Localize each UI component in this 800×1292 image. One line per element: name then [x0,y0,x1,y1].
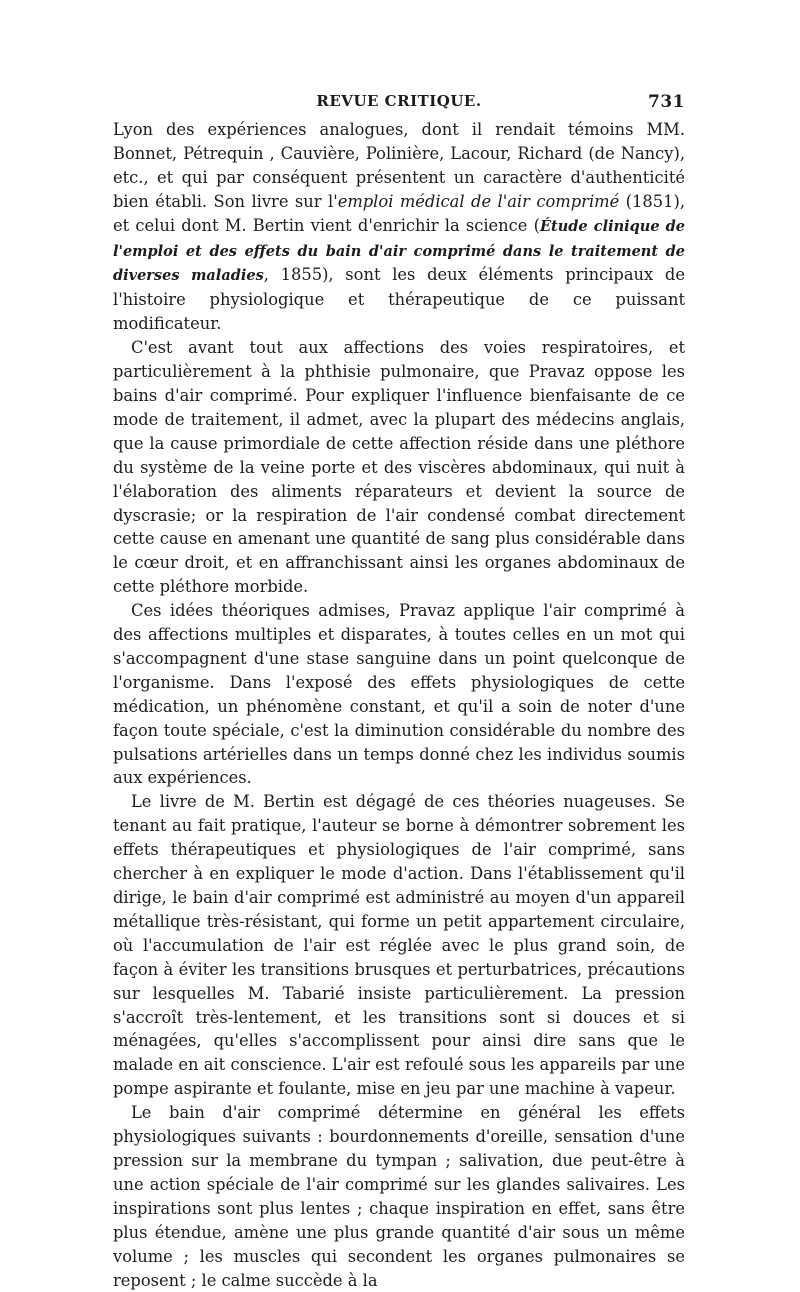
text-segment: C'est avant tout aux affections des voies respiratoires, et particulièrement à la phthisie pulmonaire, que Pravaz oppose les bains d'air comprimé. Pour expliquer l'influence bienfaisante de ce mode de traitement, il admet, avec la plupart des médecins anglais, que la cause primordiale de cette affection réside dans une pléthore du système de la veine porte et des viscères abdominaux, qui nuit à l'élaboration des aliments réparateurs et devient la source de dyscrasie; or la respiration de l'air condensé combat directement cette cause en amenant une quantité de sang plus considérable dans le cœur droit, et en affranchissant ainsi les organes abdominaux de cette pléthore morbide. [113,338,685,597]
text-segment: Ces idées théoriques admises, Pravaz applique l'air comprimé à des affections multiples et disparates, à toutes celles en un mot qui s'accompagnent d'une stase sanguine dans un point quelconque de l'organisme. Dans l'exposé des effets physiologiques de cette médication, un phénomène constant, et qu'il a soin de noter d'une façon toute spéciale, c'est la diminution considérable du nombre des pulsations artérielles dans un temps donné chez les individus soumis aux expériences. [113,601,685,788]
document-page [113,92,685,1292]
paragraph-1 [113,118,685,336]
paragraph-4 [113,790,685,1101]
body-text [113,118,685,1292]
text-segment: (1851), et celui dont M. Bertin vient d'enrichir la science ( [113,191,685,235]
running-title: REVUE CRITIQUE. [316,92,482,110]
running-head [113,92,685,118]
text-segment: Le livre de M. Bertin est dégagé de ces théories nuageuses. Se tenant au fait pratique, l'auteur se borne à démontrer sobrement les effets thérapeutiques et physiologiques de l'air comprimé, sans chercher à en expliquer le mode d'action. Dans l'établissement qu'il dirige, le bain d'air comprimé est administré au moyen d'un appareil métallique très-résistant, qui forme un petit appartement circulaire, où l'accumulation de l'air est réglée avec le plus grand soin, de façon à éviter les transitions brusques et perturbatrices, précautions sur lesquelles M. Tabarié insiste particulièrement. La pression s'accroît très-lentement, et les transitions sont si douces et si ménagées, qu'elles s'accomplissent pour ainsi dire sans que le malade en ait conscience. L'air est refoulé sous les appareils par une pompe aspirante et foulante, mise en jeu par une machine à vapeur. [113,792,685,1099]
text-segment: , 1855), sont les deux éléments principaux de l'histoire physiologique et thérapeutique de ce puissant modificateur. [113,265,685,334]
book-title-emploi-medical: emploi médical de l'air comprimé [337,191,620,211]
paragraph-2 [113,336,685,599]
text-segment: Lyon des expériences analogues, dont il rendait témoins MM. Bonnet, Pétrequin , Cauvière, Polinière, Lacour, Richard (de Nancy), etc., et qui par conséquent présentent un caractère d'authenticité bien établi. Son livre sur l' [113,120,685,211]
book-title-etude-clinique: Étude clinique de l'emploi et des effets du bain d'air comprimé dans le traitement de diverses maladies [113,217,686,285]
page-number: 731 [648,92,685,112]
text-segment: Le bain d'air comprimé détermine en général les effets physiologiques suivants : bourdonnements d'oreille, sensation d'une pression sur la membrane du tympan ; salivation, due peut-être à une action spéciale de l'air comprimé sur les glandes salivaires. Les inspirations sont plus lentes ; chaque inspiration en effet, sans être plus étendue, amène une plus grande quantité d'air sous un même volume ; les muscles qui secondent les organes pulmonaires se reposent ; le calme succède à la [113,1103,685,1290]
paragraph-5 [113,1101,685,1292]
paragraph-3 [113,599,685,790]
